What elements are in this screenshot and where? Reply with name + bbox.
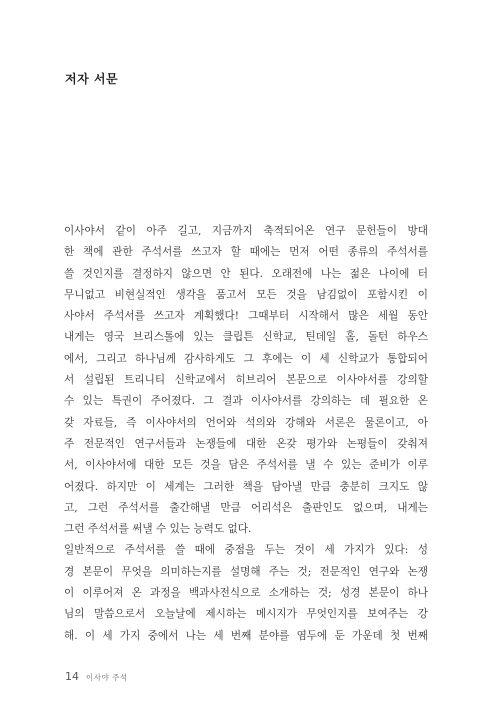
page-number: 14: [65, 670, 79, 683]
text-line: 서 설립된 트리니티 신학교에서 히브리어 본문으로 이사야서를 강의할: [64, 374, 428, 387]
paragraph: [64, 221, 428, 540]
text-line: 일반적으로 주석서를 쓸 때에 중점을 두는 것이 세 가지가 있다: 성: [64, 544, 428, 557]
text-line: 에서, 그리고 하나님께 감사하게도 그 후에는 이 세 신학교가 통합되어: [64, 352, 428, 365]
text-line: 경 본문이 무엇을 의미하는지를 설명해 주는 것; 전문적인 연구와 논쟁: [64, 565, 428, 578]
text-line: 어졌다. 하지만 이 세계는 그러한 책을 담아낼 만큼 충분히 크지도 않: [64, 480, 428, 493]
text-line: 무니없고 비현실적인 생각을 품고서 모든 것을 남김없이 포함시킨 이: [64, 288, 428, 301]
paragraph: [64, 540, 428, 646]
text-line: 내게는 영국 브리스톨에 있는 클립튼 신학교, 틴데일 홀, 돌턴 하우스: [64, 331, 428, 344]
folio: [65, 670, 128, 683]
text-line: 고, 그런 주석서를 출간해낼 만큼 어리석은 출판인도 없으며, 내게는: [64, 501, 428, 514]
text-line: 쓸 것인지를 결정하지 않으면 안 된다. 오래전에 나는 젊은 나이에 터: [64, 267, 428, 280]
text-line: 이 이루어져 온 과정을 백과사전식으로 소개하는 것; 성경 본문이 하나: [64, 587, 428, 600]
text-line: 님의 말씀으로서 오늘날에 제시하는 메시지가 무엇인지를 보여주는 강: [64, 608, 428, 621]
text-line: 갖 자료들, 즉 이사야서의 언어와 석의와 강해와 서론은 물론이고, 아: [64, 416, 428, 429]
text-line: 그런 주석서를 써낼 수 있는 능력도 없다.: [64, 523, 252, 536]
section-title: 저자 서문: [65, 72, 119, 86]
running-title: 이사야 주석: [86, 673, 128, 682]
text-line: 해. 이 세 가지 중에서 나는 세 번째 분야를 염두에 둔 가운데 첫 번째: [64, 629, 428, 642]
text-line: 주 전문적인 연구서들과 논쟁들에 대한 온갖 평가와 논평들이 갖춰져: [64, 437, 428, 450]
text-line: 이사야서 같이 아주 길고, 지금까지 축적되어온 연구 문헌들이 방대: [64, 225, 428, 237]
text-line: 서, 이사야서에 대한 모든 것을 담은 주석서를 낼 수 있는 준비가 이루: [64, 459, 428, 472]
body-text: [64, 221, 428, 647]
text-line: 한 책에 관한 주석서를 쓰고자 할 때에는 먼저 어떤 종류의 주석서를: [64, 246, 428, 259]
text-line: 수 있는 특권이 주어졌다. 그 결과 이사야서를 강의하는 데 필요한 온: [64, 395, 428, 408]
text-line: 사야서 주석서를 쓰고자 계획했다! 그때부터 시작해서 많은 세월 동안: [64, 310, 428, 323]
